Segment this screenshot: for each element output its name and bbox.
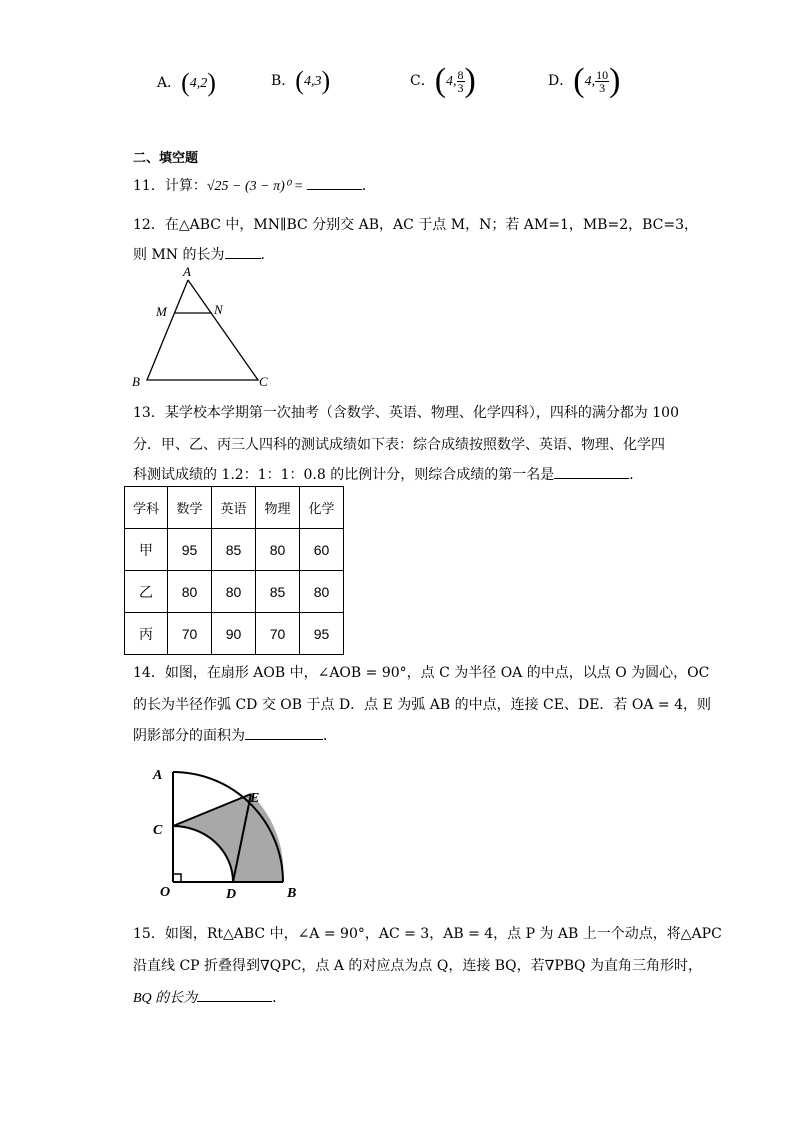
table-header-cell: 英语 bbox=[212, 487, 256, 529]
option-d: D．(4, $\frac{10}{3}$ ) bbox=[548, 62, 621, 99]
q12-label-c: C bbox=[259, 374, 268, 389]
option-d-fraction: $\frac{10}{3}$ bbox=[596, 67, 609, 95]
q13-answer-blank[interactable] bbox=[554, 464, 629, 479]
table-cell: 80 bbox=[168, 571, 212, 613]
table-cell: 乙 bbox=[125, 571, 168, 613]
q14-label-e: E bbox=[250, 791, 260, 806]
option-c: C．(4, $\frac{8}{3}$ ) bbox=[410, 62, 476, 99]
table-row bbox=[125, 529, 344, 571]
q12-triangle-outline bbox=[147, 280, 258, 380]
q12-label-m: M bbox=[156, 304, 167, 319]
option-d-int: 4, bbox=[584, 74, 596, 89]
table-cell: 丙 bbox=[125, 613, 168, 655]
q12-triangle-figure bbox=[120, 262, 280, 394]
q13-line-1: 13．某学校本学期第一次抽考（含数学、英语、物理、化学四科），四科的满分都为 100 bbox=[133, 405, 679, 421]
table-cell: 60 bbox=[300, 529, 344, 571]
q12-line2-prefix: 则 MN 的长为 bbox=[133, 247, 225, 263]
q13-score-table bbox=[124, 486, 344, 655]
table-row bbox=[125, 613, 344, 655]
q13-line-3 bbox=[133, 464, 643, 484]
q12-answer-blank[interactable] bbox=[225, 244, 261, 259]
q12-line-1: 12．在△ABC 中，MN∥BC 分别交 AB，AC 于点 M，N；若 AM=1，MB=2，BC=3， bbox=[133, 217, 699, 233]
q13-line3-prefix: 科测试成绩的 1.2：1：1：0.8 的比例计分，则综合成绩的第一名是 bbox=[133, 467, 555, 483]
q11-suffix: ． bbox=[361, 178, 376, 194]
question-11 bbox=[133, 175, 376, 195]
q15-line-2: 沿直线 CP 折叠得到∇QPC，点 A 的对应点为点 Q，连接 BQ，若∇PBQ 为直角三角形时， bbox=[133, 958, 702, 974]
table-cell: 70 bbox=[168, 613, 212, 655]
q14-line-1: 14．如图，在扇形 AOB 中，∠AOB = 90°，点 C 为半径 OA 的中点，以点 O 为圆心，OC bbox=[133, 665, 710, 681]
q14-label-a: A bbox=[153, 768, 163, 783]
q14-sector-figure bbox=[140, 762, 315, 902]
q15-answer-blank[interactable] bbox=[197, 987, 272, 1002]
q12-line-2 bbox=[133, 244, 275, 264]
q12-label-b: B bbox=[132, 374, 140, 389]
q13-line3-suffix: ． bbox=[629, 467, 644, 483]
option-a: A．(4,2) bbox=[157, 68, 216, 97]
table-cell: 95 bbox=[168, 529, 212, 571]
option-b-value: 4,3 bbox=[303, 74, 322, 89]
option-b: B．(4,3) bbox=[271, 66, 331, 95]
option-d-label: D． bbox=[548, 73, 574, 89]
option-c-fraction: $\frac{8}{3}$ bbox=[457, 67, 464, 95]
q11-expression: √25 − (3 − π)⁰ = bbox=[206, 179, 307, 194]
q14-label-c: C bbox=[153, 823, 163, 838]
q15-line3-suffix: ． bbox=[272, 990, 287, 1006]
option-a-label: A． bbox=[157, 75, 182, 91]
table-header-cell: 学科 bbox=[125, 487, 168, 529]
option-a-value: 4,2 bbox=[189, 76, 208, 91]
q11-prefix: 11．计算： bbox=[133, 178, 207, 194]
q13-line-2: 分．甲、乙、丙三人四科的测试成绩如下表：综合成绩按照数学、英语、物理、化学四 bbox=[133, 437, 665, 453]
q12-line2-suffix: ． bbox=[260, 247, 275, 263]
q15-line-3 bbox=[133, 987, 286, 1007]
q14-shaded-region bbox=[173, 794, 283, 882]
option-c-label: C． bbox=[410, 73, 435, 89]
table-header-cell: 物理 bbox=[256, 487, 300, 529]
table-header-cell: 化学 bbox=[300, 487, 344, 529]
q14-line3-prefix: 阴影部分的面积为 bbox=[133, 728, 245, 744]
option-b-label: B． bbox=[271, 73, 296, 89]
table-cell: 80 bbox=[300, 571, 344, 613]
table-cell: 95 bbox=[300, 613, 344, 655]
q15-line-1: 15．如图，Rt△ABC 中，∠A = 90°，AC = 3，AB = 4，点 P 为 AB 上一个动点，将△APC bbox=[133, 926, 722, 942]
table-cell: 90 bbox=[212, 613, 256, 655]
table-cell: 80 bbox=[212, 571, 256, 613]
q14-label-b: B bbox=[287, 886, 297, 901]
table-cell: 80 bbox=[256, 529, 300, 571]
q14-right-angle-mark bbox=[173, 874, 181, 882]
q14-line-3 bbox=[133, 725, 337, 745]
q12-label-a: A bbox=[183, 264, 191, 279]
table-header-cell: 数学 bbox=[168, 487, 212, 529]
q15-line3-prefix: BQ 的长为 bbox=[133, 991, 198, 1006]
section-title: 二、填空题 bbox=[133, 151, 199, 166]
q11-answer-blank[interactable] bbox=[307, 175, 362, 190]
q14-label-o: O bbox=[160, 885, 171, 900]
table-cell: 70 bbox=[256, 613, 300, 655]
q14-label-d: D bbox=[226, 887, 237, 902]
option-c-int: 4, bbox=[446, 74, 457, 89]
q14-line-2: 的长为半径作弧 CD 交 OB 于点 D．点 E 为弧 AB 的中点，连接 CE、DE．若 OA = 4，则 bbox=[133, 697, 711, 713]
table-header-row bbox=[125, 487, 344, 529]
table-cell: 甲 bbox=[125, 529, 168, 571]
q14-line3-suffix: ． bbox=[323, 728, 337, 744]
q14-answer-blank[interactable] bbox=[245, 725, 323, 740]
table-cell: 85 bbox=[212, 529, 256, 571]
q12-label-n: N bbox=[214, 302, 223, 317]
table-row bbox=[125, 571, 344, 613]
table-cell: 85 bbox=[256, 571, 300, 613]
